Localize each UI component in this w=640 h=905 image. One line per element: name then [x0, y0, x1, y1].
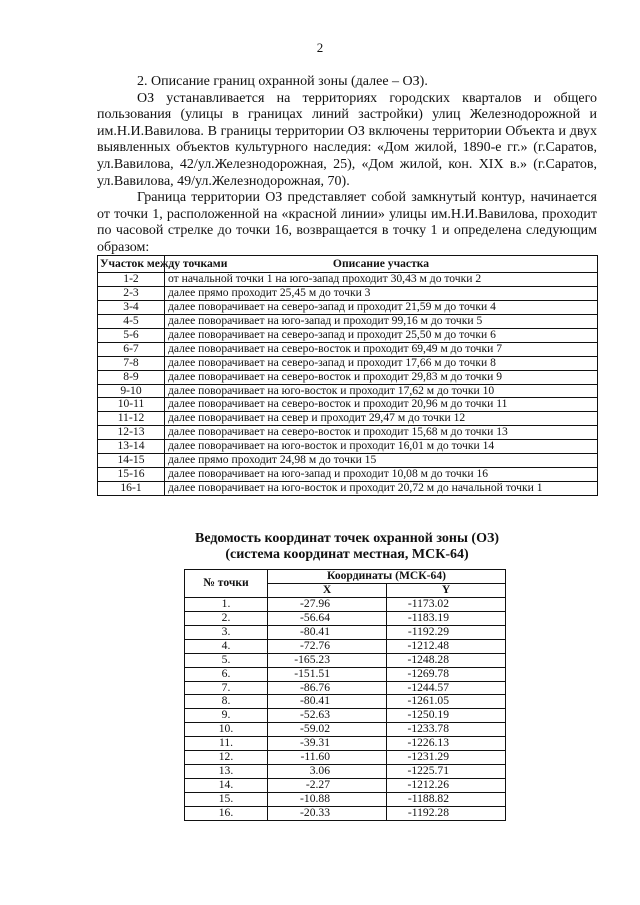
segment-description: далее поворачивает на северо-запад и проходит 17,66 м до точки 8 [165, 356, 598, 370]
segments-header-row [98, 256, 598, 273]
segment-id: 11-12 [98, 412, 165, 426]
coord-x: -11.60 [268, 751, 387, 765]
header-segment: Участок между точками [98, 256, 165, 273]
header-y: Y [387, 583, 506, 597]
coords-title-line-1: Ведомость координат точек охранной зоны (ОЗ) [194, 531, 500, 546]
segment-row [98, 412, 598, 426]
coordinate-row [185, 611, 506, 625]
segment-description: далее поворачивает на северо-запад и проходит 25,50 м до точки 6 [165, 328, 598, 342]
coord-x: -86.76 [268, 681, 387, 695]
coord-x: -151.51 [268, 667, 387, 681]
coord-y: -1183.19 [387, 611, 506, 625]
segment-description: далее поворачивает на юго-запад и проходит 99,16 м до точки 5 [165, 314, 598, 328]
segment-id: 8-9 [98, 370, 165, 384]
coord-y: -1192.29 [387, 625, 506, 639]
coordinate-row [185, 806, 506, 820]
segment-description: далее поворачивает на юго-восток и проходит 17,62 м до точки 10 [165, 384, 598, 398]
coordinate-row [185, 625, 506, 639]
segment-row [98, 426, 598, 440]
coord-x: -10.88 [268, 793, 387, 807]
segment-id: 14-15 [98, 454, 165, 468]
coord-y: -1231.29 [387, 751, 506, 765]
body-text [97, 74, 597, 257]
page-number: 2 [316, 40, 324, 55]
paragraph-zone-description: ОЗ устанавливается на территориях городских кварталов и общего пользования (улицы в границах линий застройки) улиц Железнодорожной и им.Н.И.Вавилова. В границы территории ОЗ включены территории Объекта и двух выявленных объектов культурного наследия: «Дом жилой, 1890-е гг.» (г.Саратов, ул.Вавилова, 42/ул.Железнодорожная, 25), «Дом жилой, кон. XIX в.» (г.Саратов, ул.Вавилова, 49/ул.Железнодорожная, 70). [97, 90, 597, 189]
coords-body [185, 597, 506, 820]
point-number: 7. [185, 681, 268, 695]
segment-description: далее прямо проходит 25,45 м до точки 3 [165, 286, 598, 300]
coords-title-line-2: (система координат местная, МСК-64) [225, 547, 469, 562]
point-number: 2. [185, 611, 268, 625]
segment-description: далее поворачивает на юго-восток и проходит 16,01 м до точки 14 [165, 440, 598, 454]
segment-id: 4-5 [98, 314, 165, 328]
segments-table [97, 255, 598, 496]
coordinate-row [185, 751, 506, 765]
coord-y: -1226.13 [387, 737, 506, 751]
coord-y: -1233.78 [387, 723, 506, 737]
segment-description: далее поворачивает на юго-восток и проходит 20,72 м до начальной точки 1 [165, 482, 598, 496]
point-number: 10. [185, 723, 268, 737]
segment-id: 10-11 [98, 398, 165, 412]
section-heading: 2. Описание границ охранной зоны (далее – ОЗ). [137, 74, 428, 89]
coord-x: -52.63 [268, 709, 387, 723]
point-number: 1. [185, 597, 268, 611]
header-point-number: № точки [185, 570, 268, 598]
segment-id: 15-16 [98, 468, 165, 482]
segment-description: далее поворачивает на север и проходит 29,47 м до точки 12 [165, 412, 598, 426]
header-coordinates: Координаты (МСК-64) [268, 570, 506, 584]
coordinate-row [185, 597, 506, 611]
coord-y: -1173.02 [387, 597, 506, 611]
coordinate-row [185, 695, 506, 709]
header-description: Описание участка [165, 256, 598, 273]
point-number: 4. [185, 639, 268, 653]
segment-id: 16-1 [98, 482, 165, 496]
point-number: 9. [185, 709, 268, 723]
coord-x: -72.76 [268, 639, 387, 653]
segment-row [98, 482, 598, 496]
segment-row [98, 328, 598, 342]
segments-body [98, 273, 598, 496]
coord-x: -2.27 [268, 779, 387, 793]
coord-x: 3.06 [268, 765, 387, 779]
point-number: 12. [185, 751, 268, 765]
segment-description: далее поворачивает на северо-восток и проходит 69,49 м до точки 7 [165, 342, 598, 356]
segment-row [98, 468, 598, 482]
coordinate-row [185, 653, 506, 667]
coord-y: -1212.26 [387, 779, 506, 793]
segment-id: 9-10 [98, 384, 165, 398]
coord-y: -1244.57 [387, 681, 506, 695]
segment-row [98, 440, 598, 454]
segment-description: далее поворачивает на северо-восток и проходит 29,83 м до точки 9 [165, 370, 598, 384]
coord-y: -1188.82 [387, 793, 506, 807]
coord-y: -1225.71 [387, 765, 506, 779]
coordinate-row [185, 793, 506, 807]
segment-id: 2-3 [98, 286, 165, 300]
point-number: 16. [185, 806, 268, 820]
coordinate-row [185, 779, 506, 793]
coord-x: -27.96 [268, 597, 387, 611]
segment-id: 3-4 [98, 300, 165, 314]
coord-y: -1250.19 [387, 709, 506, 723]
segment-row [98, 314, 598, 328]
point-number: 13. [185, 765, 268, 779]
segment-row [98, 273, 598, 287]
point-number: 6. [185, 667, 268, 681]
point-number: 11. [185, 737, 268, 751]
header-x: X [268, 583, 387, 597]
coord-y: -1261.05 [387, 695, 506, 709]
point-number: 14. [185, 779, 268, 793]
coords-title [97, 531, 597, 563]
coordinate-row [185, 765, 506, 779]
point-number: 3. [185, 625, 268, 639]
coord-x: -165.23 [268, 653, 387, 667]
point-number: 15. [185, 793, 268, 807]
segment-id: 6-7 [98, 342, 165, 356]
coordinate-row [185, 709, 506, 723]
coord-x: -80.41 [268, 695, 387, 709]
coordinate-row [185, 667, 506, 681]
coord-y: -1269.78 [387, 667, 506, 681]
segment-row [98, 356, 598, 370]
segment-description: далее поворачивает на северо-запад и проходит 21,59 м до точки 4 [165, 300, 598, 314]
segment-description: от начальной точки 1 на юго-запад проходит 30,43 м до точки 2 [165, 273, 598, 287]
segment-id: 7-8 [98, 356, 165, 370]
coords-header-row [185, 570, 506, 584]
coord-x: -59.02 [268, 723, 387, 737]
coordinate-row [185, 737, 506, 751]
segment-description: далее поворачивает на северо-восток и проходит 15,68 м до точки 13 [165, 426, 598, 440]
segment-row [98, 398, 598, 412]
segment-description: далее прямо проходит 24,98 м до точки 15 [165, 454, 598, 468]
segment-row [98, 384, 598, 398]
segment-description: далее поворачивает на северо-восток и проходит 20,96 м до точки 11 [165, 398, 598, 412]
segment-row [98, 286, 598, 300]
segment-id: 1-2 [98, 273, 165, 287]
coord-y: -1212.48 [387, 639, 506, 653]
coordinate-row [185, 639, 506, 653]
coordinate-row [185, 723, 506, 737]
coord-y: -1248.28 [387, 653, 506, 667]
coordinates-table [184, 569, 506, 821]
segment-id: 13-14 [98, 440, 165, 454]
point-number: 8. [185, 695, 268, 709]
paragraph-boundary-description: Граница территории ОЗ представляет собой замкнутый контур, начинается от точки 1, расположенной на «красной линии» улицы им.Н.И.Вавилова, проходит по часовой стрелке до точки 16, возвращается в точку 1 и определена следующим образом: [97, 190, 597, 255]
segment-row [98, 300, 598, 314]
coord-x: -39.31 [268, 737, 387, 751]
segment-id: 5-6 [98, 328, 165, 342]
point-number: 5. [185, 653, 268, 667]
coord-x: -56.64 [268, 611, 387, 625]
coord-x: -20.33 [268, 806, 387, 820]
segment-description: далее поворачивает на юго-запад и проходит 10,08 м до точки 16 [165, 468, 598, 482]
coord-y: -1192.28 [387, 806, 506, 820]
coord-x: -80.41 [268, 625, 387, 639]
segment-row [98, 370, 598, 384]
segment-row [98, 342, 598, 356]
coordinate-row [185, 681, 506, 695]
segment-row [98, 454, 598, 468]
segment-id: 12-13 [98, 426, 165, 440]
